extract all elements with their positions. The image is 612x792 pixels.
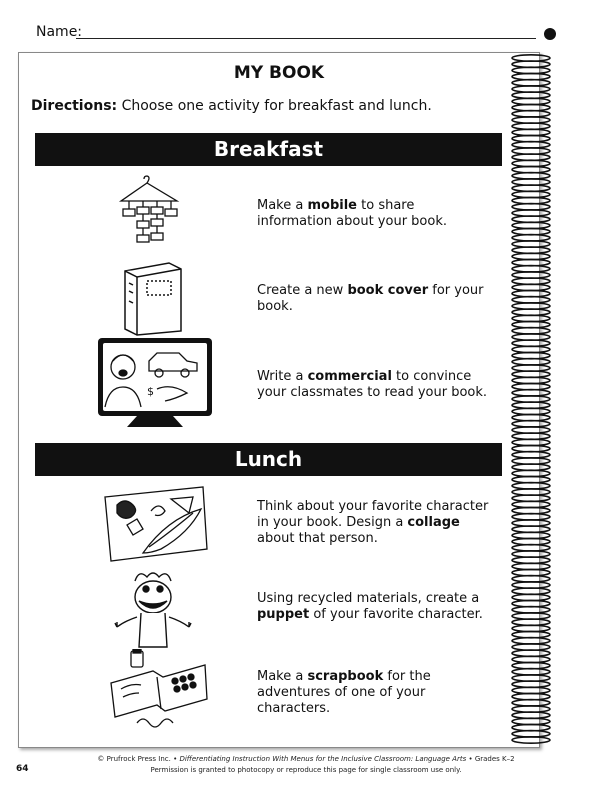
activity-mobile: Make a mobile to share information about your book. [257, 198, 447, 229]
activity-scrapbook: Make a scrapbook for the adventures of one of your characters. [257, 669, 431, 716]
activity-collage: Think about your favorite character in your book. Design a collage about that person. [257, 499, 489, 546]
activity-keyword: puppet [257, 607, 310, 622]
activity-keyword: book cover [347, 283, 429, 298]
collage-icon [103, 485, 209, 563]
activity-keyword: commercial [307, 369, 392, 384]
name-line[interactable] [76, 38, 536, 39]
directions [31, 98, 432, 114]
page-frame [18, 52, 540, 748]
activity-commercial: Write a commercial to convince your classmates to read your book. [257, 369, 488, 400]
section-heading-lunch: Lunch [35, 443, 502, 476]
punch-hole-icon [544, 28, 556, 40]
activity-keyword: mobile [307, 198, 357, 213]
svg-text:$: $ [147, 385, 154, 398]
scrapbook-icon [107, 649, 213, 729]
page-number: 64 [16, 764, 29, 774]
puppet-icon [113, 567, 193, 649]
page-title: MY BOOK [233, 63, 325, 83]
footer-copyright: © Prufrock Press Inc. • Differentiating Instruction With Menus for the Inclusive Classroom: Language Arts • Grades K–2 [97, 755, 515, 763]
activity-keyword: collage [407, 515, 460, 530]
activity-keyword: scrapbook [307, 669, 384, 684]
directions-text: Choose one activity for breakfast and lunch. [117, 98, 432, 114]
spiral-binding-icon [508, 52, 554, 748]
tv-commercial-icon [97, 337, 213, 429]
section-heading-breakfast: Breakfast [35, 133, 502, 166]
activity-puppet: Using recycled materials, create a puppet of your favorite character. [257, 591, 483, 622]
activity-book-cover: Create a new book cover for your book. [257, 283, 484, 314]
footer [0, 754, 612, 776]
mobile-hanger-icon [109, 175, 189, 253]
directions-label: Directions: [31, 98, 118, 114]
name-label: Name: [36, 24, 83, 40]
book-icon [119, 261, 185, 337]
footer-permission: Permission is granted to photocopy or reproduce this page for single classroom use only. [150, 766, 462, 774]
